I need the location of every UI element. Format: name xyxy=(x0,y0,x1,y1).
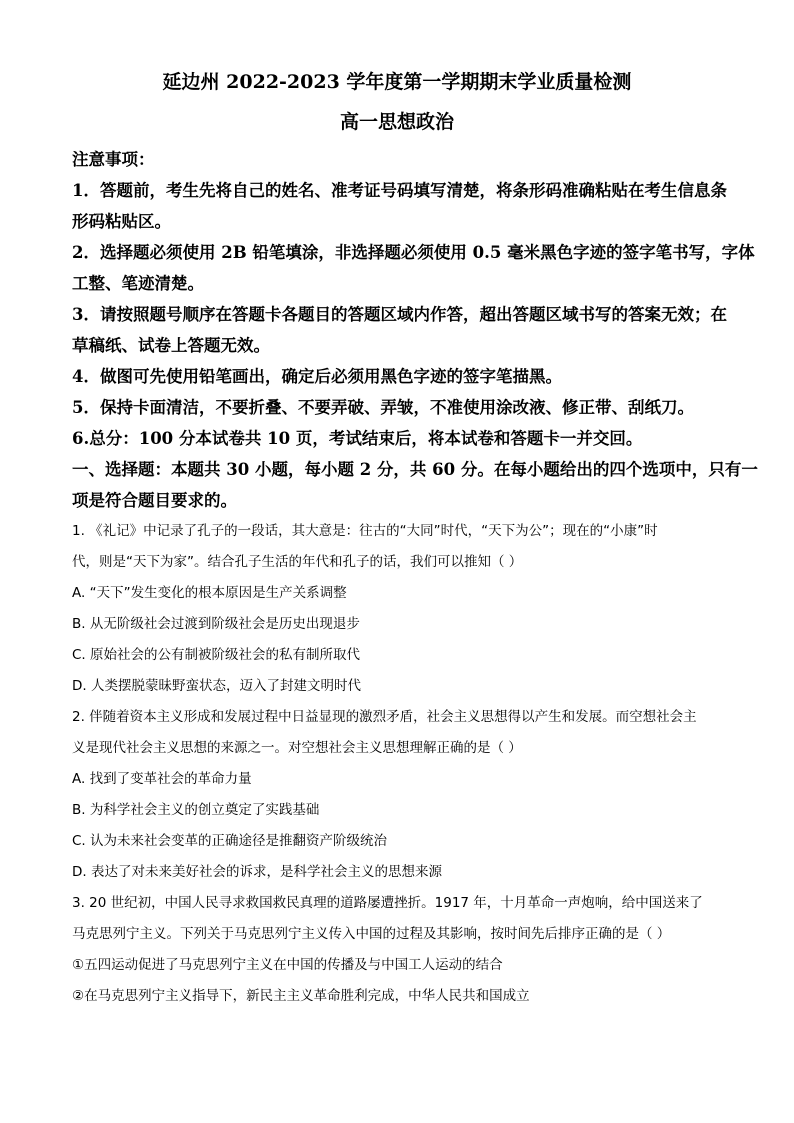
exam-instructions xyxy=(72,144,758,516)
question-2 xyxy=(72,702,722,888)
instruction-line: 草稿纸、试卷上答题无效。 xyxy=(72,336,270,355)
instruction-line: 6.总分：100 分本试卷共 10 页，考试结束后，将本试卷和答题卡一并交回。 xyxy=(72,429,643,448)
question-stem: 1. 《礼记》中记录了孔子的一段话，其大意是：往古的“大同”时代，“天下为公”；现在的“小康”时 xyxy=(72,523,658,539)
question-stem: 代，则是“天下为家”。结合孔子生活的年代和孔子的话，我们可以推知（ ） xyxy=(72,554,523,570)
option-b: B. 从无阶级社会过渡到阶级社会是历史出现退步 xyxy=(72,616,360,632)
question-stem: 义是现代社会主义思想的来源之一。对空想社会主义思想理解正确的是（ ） xyxy=(72,740,522,756)
question-stem: 马克思列宁主义。下列关于马克思列宁主义传入中国的过程及其影响，按时间先后排序正确的是（ ） xyxy=(72,926,671,942)
instruction-line: 4．做图可先使用铅笔画出，确定后必须用黑色字迹的签字笔描黑。 xyxy=(72,367,562,386)
statement-1: ①五四运动促进了马克思列宁主义在中国的传播及与中国工人运动的结合 xyxy=(72,957,503,973)
exam-title: 延边州 2022-2023 学年度第一学期期末学业质量检测 xyxy=(162,71,632,93)
instruction-line: 形码粘贴区。 xyxy=(72,212,171,231)
instruction-line: 2．选择题必须使用 2B 铅笔填涂，非选择题必须使用 0.5 毫米黑色字迹的签字笔书写，字体 xyxy=(72,243,755,262)
statement-2: ②在马克思列宁主义指导下，新民主主义革命胜利完成，中华人民共和国成立 xyxy=(72,988,530,1004)
instruction-line: 1．答题前，考生先将自己的姓名、准考证号码填写清楚，将条形码准确粘贴在考生信息条 xyxy=(72,181,727,200)
question-list xyxy=(72,516,722,1012)
option-a: A. “天下”发生变化的根本原因是生产关系调整 xyxy=(72,585,347,601)
option-a: A. 找到了变革社会的革命力量 xyxy=(72,771,252,787)
option-d: D. 表达了对未来美好社会的诉求，是科学社会主义的思想来源 xyxy=(72,864,442,880)
instruction-line: 3．请按照题号顺序在答题卡各题目的答题区域内作答，超出答题区域书写的答案无效；在 xyxy=(72,305,727,324)
section-heading: 一、选择题：本题共 30 小题，每小题 2 分，共 60 分。在每小题给出的四个选项中，只有一 xyxy=(72,460,758,479)
option-d: D. 人类摆脱蒙昧野蛮状态，迈入了封建文明时代 xyxy=(72,678,361,694)
question-stem: 2. 伴随着资本主义形成和发展过程中日益显现的激烈矛盾，社会主义思想得以产生和发展。而空想社会主 xyxy=(72,709,697,725)
question-stem: 3. 20 世纪初，中国人民寻求救国救民真理的道路屡遭挫折。1917 年，十月革命一声炮响，给中国送来了 xyxy=(72,895,703,911)
question-1 xyxy=(72,516,722,702)
exam-subject: 高一思想政治 xyxy=(339,111,454,133)
instructions-heading: 注意事项： xyxy=(72,150,155,169)
question-3 xyxy=(72,888,722,1012)
section-heading-continued: 项是符合题目要求的。 xyxy=(72,491,237,510)
instruction-line: 工整、笔迹清楚。 xyxy=(72,274,204,293)
option-b: B. 为科学社会主义的创立奠定了实践基础 xyxy=(72,802,320,818)
option-c: C. 原始社会的公有制被阶级社会的私有制所取代 xyxy=(72,647,361,663)
instruction-line: 5．保持卡面清洁，不要折叠、不要弄破、弄皱，不准使用涂改液、修正带、刮纸刀。 xyxy=(72,398,694,417)
option-c: C. 认为未来社会变革的正确途径是推翻资产阶级统治 xyxy=(72,833,388,849)
exam-page xyxy=(72,66,758,1012)
